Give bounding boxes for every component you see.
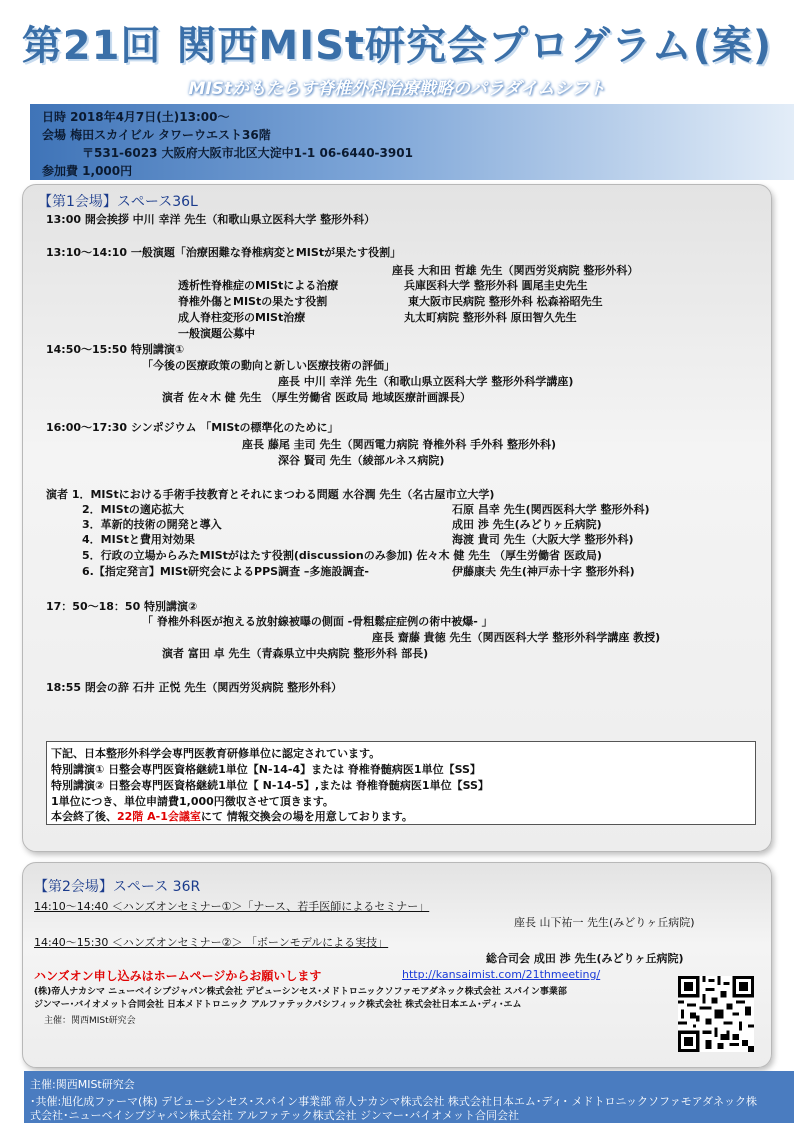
symposium-talk-5: 5．行政の立場からみたMIStがはたす役割(discussionのみ参加) 佐々木 健 先生 （厚生労働省 医政局) [82,549,602,562]
notice-line-5-pre: 本会終了後、 [51,810,117,823]
symposium-talk-3-title: 3．革新的技術の開発と導入 [82,518,222,531]
notice-line-5-room: 22階 A-1会議室 [117,810,201,823]
talk-open-call: 一般演題公募中 [178,327,255,340]
talk-2-title: 脊椎外傷とMIStの果たす役割 [178,295,328,308]
notice-line-3: 特別講演② 日整会専門医資格継続1単位【 N-14-5】,または 脊椎脊髄病医1単位【SS】 [51,779,489,792]
symposium-title: 16:00～17:30 シンポジウム 「MIStの標準化のために」 [46,421,339,434]
room2-organizer: 主催：関西MISt研究会 [44,1016,136,1026]
symposium-talk-3-speaker: 成田 渉 先生(みどりヶ丘病院) [452,518,602,531]
talk-1-title: 透析性脊椎症のMIStによる治療 [178,279,339,292]
symposium-talk-6-speaker: 伊藤康夫 先生(神戸赤十字 整形外科) [452,565,635,578]
qr-code-icon [678,976,754,1052]
special-lecture-1-time: 14:50～15:50 特別講演① [46,343,185,356]
symposium-chair-2: 深谷 賢司 先生（綾部ルネス病院) [278,454,445,467]
handson-apply-note: ハンズオン申し込みはホームページからお願いします [34,969,322,983]
footer-cohost-line-1: ･共催:旭化成ファーマ(株) デピューシンセス･スパイン事業部 帝人ナカシマ株式会社 株式会社日本エム･ディ･ メドトロニックソファモアダネック株 [30,1095,758,1108]
notice-line-4: 1単位につき、単位申請費1,000円徴収させて頂きます。 [51,795,334,808]
event-venue: 会場 梅田スカイビル タワーウエスト36階 [42,128,271,142]
symposium-talk-6-title: 6.【指定発言】MISt研究会によるPPS調査 –多施設調査- [82,565,369,578]
talk-3-title: 成人脊柱変形のMISt治療 [178,311,306,324]
event-fee: 参加費 1,000円 [42,164,133,178]
talk-3-speaker: 丸太町病院 整形外科 原田智久先生 [404,311,577,324]
general-session-chair: 座長 大和田 哲雄 先生（関西労災病院 整形外科） [392,264,639,277]
closing-remarks: 18:55 閉会の辞 石井 正悦 先生（関西労災病院 整形外科） [46,681,343,694]
notice-line-5 [51,808,413,824]
symposium-talk-2-title: 2．MIStの適応拡大 [82,503,184,516]
special-lecture-1-title: 「今後の医療政策の動向と新しい医療技術の評価」 [142,359,395,372]
cosponsor-line-2: ジンマー･バイオメット合同会社 日本メドトロニック アルファテックパシフィック株式会社 株式会社日本エム･ディ･エム [34,1000,522,1010]
meeting-url-link[interactable]: http://kansaimist.com/21thmeeting/ [402,968,601,981]
page-title: 第21回 関西MISt研究会プログラム(案) [21,23,773,69]
event-info-band [30,104,794,180]
event-address: 〒531-6023 大阪府大阪市北区大淀中1-1 06-6440-3901 [82,146,413,160]
handson-seminar-1-chair: 座長 山下祐一 先生(みどりヶ丘病院) [514,916,695,929]
talk-2-speaker: 東大阪市民病院 整形外科 松森裕昭先生 [408,295,603,308]
special-lecture-2-title: 「 脊椎外科医が抱える放射線被曝の側面 -骨粗鬆症症例の術中被爆- 」 [142,615,493,628]
symposium-talk-2-speaker: 石原 昌幸 先生(関西医科大学 整形外科) [452,503,650,516]
handson-seminar-2: 14:40～15:30 ＜ハンズオンセミナー②＞ 「ボーンモデルによる実技」 [34,936,389,949]
notice-line-1: 下記、日本整形外科学会専門医教育研修単位に認定されています。 [51,747,381,760]
general-session-title: 13:10～14:10 一般演題「治療困難な脊椎病変とMIStが果たす役割」 [46,246,402,259]
event-date: 日時 2018年4月7日(土)13:00～ [42,110,230,124]
room2-heading: 【第2会場】スペース 36R [34,879,201,895]
symposium-chair-1: 座長 藤尾 圭司 先生（関西電力病院 脊椎外科 手外科 整形外科) [242,438,557,451]
footer-organizer: 主催:関西MISt研究会 [30,1078,135,1091]
notice-line-5-post: にて 情報交換会の場を用意しております。 [200,810,413,823]
special-lecture-2-speaker: 演者 富田 卓 先生（青森県立中央病院 整形外科 部長) [162,647,429,660]
special-lecture-1-speaker: 演者 佐々木 健 先生 （厚生労働省 医政局 地域医療計画課長） [162,391,471,404]
special-lecture-2-time: 17：50～18：50 特別講演② [46,600,198,613]
room1-heading: 【第1会場】スペース36L [38,194,198,210]
handson-seminar-1: 14:10～14:40 ＜ハンズオンセミナー①＞「ナース、若手医師によるセミナー」 [34,900,430,913]
footer-band [24,1071,794,1123]
notice-line-2: 特別講演① 日整会専門医資格継続1単位【N-14-4】または 脊椎脊髄病医1単位【SS】 [51,763,481,776]
page-subtitle: MIStがもたらす脊椎外科治療戦略のパラダイムシフト [188,79,606,99]
special-lecture-1-chair: 座長 中川 幸洋 先生（和歌山県立医科大学 整形外科学講座) [278,375,574,388]
opening-remarks: 13:00 開会挨拶 中川 幸洋 先生（和歌山県立医科大学 整形外科） [46,213,376,226]
talk-1-speaker: 兵庫医科大学 整形外科 圓尾圭史先生 [404,279,588,292]
footer-cohost-line-2: 式会社･ニューベイシブジャパン株式会社 アルファテック株式会社 ジンマー･バイオメット合同会社 [30,1109,519,1122]
credit-notice-box [46,741,756,825]
symposium-talk-4-speaker: 海渡 貴司 先生（大阪大学 整形外科) [452,533,634,546]
symposium-talk-1: 演者 1．MIStにおける手術手技教育とそれにまつわる問題 水谷潤 先生（名古屋市立大学) [46,488,495,501]
special-lecture-2-chair: 座長 齋藤 貴徳 先生（関西医科大学 整形外科学講座 教授) [372,631,661,644]
handson-seminar-2-chair: 総合司会 成田 渉 先生(みどりヶ丘病院) [486,952,684,965]
cosponsor-line-1: (株)帝人ナカシマ ニューベイシブジャパン株式会社 デピューシンセス･メドトロニックソファモアダネック株式会社 スパイン事業部 [34,987,567,997]
symposium-talk-4-title: 4．MIStと費用対効果 [82,533,195,546]
